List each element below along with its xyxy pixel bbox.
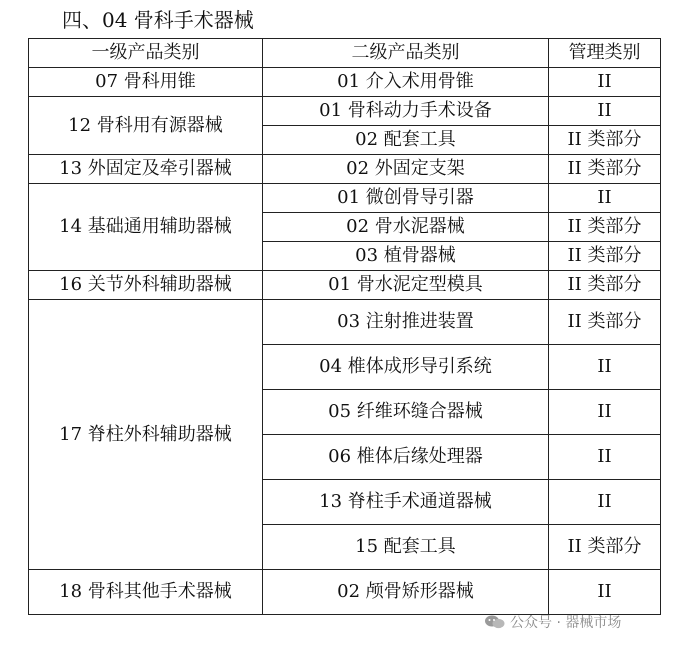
second-level-cell: 01 微创骨导引器	[263, 184, 549, 213]
second-level-cell: 01 骨科动力手术设备	[263, 97, 549, 126]
watermark	[484, 612, 621, 632]
category-cell: II	[549, 570, 661, 615]
category-cell: II 类部分	[549, 126, 661, 155]
section-heading: 四、04 骨科手术器械	[62, 8, 254, 32]
classification-table	[28, 38, 661, 615]
table-row	[29, 97, 661, 126]
second-level-cell: 15 配套工具	[263, 525, 549, 570]
second-level-cell: 03 注射推进装置	[263, 300, 549, 345]
header-first-level: 一级产品类别	[29, 39, 263, 68]
category-cell: II 类部分	[549, 300, 661, 345]
first-level-cell: 14 基础通用辅助器械	[29, 184, 263, 271]
first-level-cell: 18 骨科其他手术器械	[29, 570, 263, 615]
second-level-cell: 13 脊柱手术通道器械	[263, 480, 549, 525]
first-level-cell: 16 关节外科辅助器械	[29, 271, 263, 300]
table-row	[29, 570, 661, 615]
second-level-cell: 02 外固定支架	[263, 155, 549, 184]
table-header-row	[29, 39, 661, 68]
category-cell: II	[549, 480, 661, 525]
category-cell: II 类部分	[549, 271, 661, 300]
category-cell: II	[549, 435, 661, 480]
first-level-cell: 17 脊柱外科辅助器械	[29, 300, 263, 570]
category-cell: II 类部分	[549, 242, 661, 271]
category-cell: II	[549, 390, 661, 435]
category-cell: II 类部分	[549, 213, 661, 242]
table-row	[29, 184, 661, 213]
header-second-level: 二级产品类别	[263, 39, 549, 68]
second-level-cell: 02 颅骨矫形器械	[263, 570, 549, 615]
second-level-cell: 06 椎体后缘处理器	[263, 435, 549, 480]
first-level-cell: 07 骨科用锥	[29, 68, 263, 97]
table-row	[29, 300, 661, 345]
first-level-cell: 12 骨科用有源器械	[29, 97, 263, 155]
second-level-cell: 03 植骨器械	[263, 242, 549, 271]
category-cell: II	[549, 345, 661, 390]
second-level-cell: 02 骨水泥器械	[263, 213, 549, 242]
watermark-text: 公众号 · 器械市场	[510, 615, 622, 631]
second-level-cell: 01 介入术用骨锥	[263, 68, 549, 97]
wechat-icon	[484, 614, 506, 630]
second-level-cell: 04 椎体成形导引系统	[263, 345, 549, 390]
second-level-cell: 01 骨水泥定型模具	[263, 271, 549, 300]
category-cell: II 类部分	[549, 525, 661, 570]
category-cell: II 类部分	[549, 155, 661, 184]
first-level-cell: 13 外固定及牵引器械	[29, 155, 263, 184]
table-row	[29, 271, 661, 300]
category-cell: II	[549, 97, 661, 126]
second-level-cell: 02 配套工具	[263, 126, 549, 155]
category-cell: II	[549, 68, 661, 97]
category-cell: II	[549, 184, 661, 213]
table-row	[29, 68, 661, 97]
header-management-category: 管理类别	[549, 39, 661, 68]
second-level-cell: 05 纤维环缝合器械	[263, 390, 549, 435]
table-row	[29, 155, 661, 184]
